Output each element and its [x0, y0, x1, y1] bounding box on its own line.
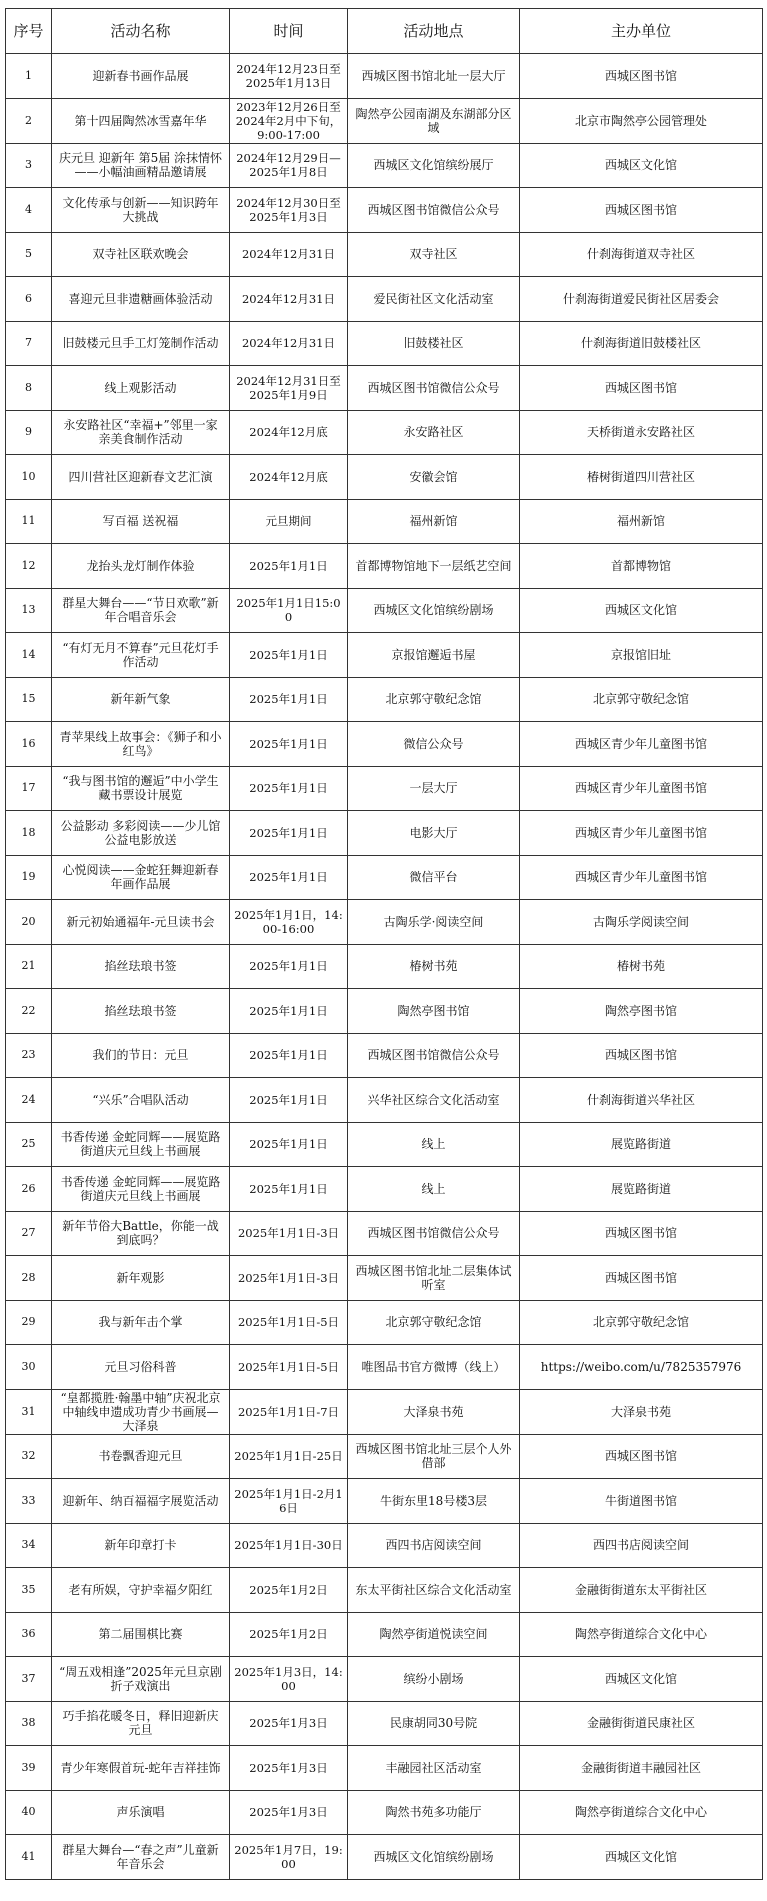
activity-organizer: 展览路街道 — [520, 1167, 763, 1212]
activity-time: 2024年12月底 — [230, 455, 348, 500]
row-number: 9 — [6, 410, 52, 455]
activity-name: 四川营社区迎新春文艺汇演 — [52, 455, 230, 500]
activity-location: 西城区图书馆北址二层集体试听室 — [348, 1256, 520, 1301]
row-number: 33 — [6, 1479, 52, 1524]
table-row — [6, 54, 763, 99]
activity-time: 2025年1月2日 — [230, 1612, 348, 1657]
activity-time: 2025年1月3日，14:00 — [230, 1657, 348, 1702]
activity-name: 新年节俗大Battle，你能一战到底吗？ — [52, 1211, 230, 1256]
activity-time: 2025年1月2日 — [230, 1568, 348, 1613]
activity-time: 2025年1月1日-5日 — [230, 1300, 348, 1345]
activity-organizer: 陶然亭街道综合文化中心 — [520, 1612, 763, 1657]
activity-time: 2024年12月31日 — [230, 277, 348, 322]
activity-name: 声乐演唱 — [52, 1790, 230, 1835]
table-row — [6, 989, 763, 1034]
table-row — [6, 410, 763, 455]
table-row — [6, 1701, 763, 1746]
row-number: 20 — [6, 900, 52, 945]
activity-location: 西城区图书馆微信公众号 — [348, 366, 520, 411]
activity-organizer: 牛街道图书馆 — [520, 1479, 763, 1524]
activity-name: 我与新年击个掌 — [52, 1300, 230, 1345]
row-number: 1 — [6, 54, 52, 99]
row-number: 36 — [6, 1612, 52, 1657]
activity-time: 2025年1月1日-30日 — [230, 1523, 348, 1568]
row-number: 18 — [6, 811, 52, 856]
activity-time: 2025年1月1日 — [230, 944, 348, 989]
activity-time: 2025年1月1日 — [230, 633, 348, 678]
activity-location: 一层大厅 — [348, 766, 520, 811]
activity-time: 2025年1月1日 — [230, 811, 348, 856]
table-row — [6, 232, 763, 277]
activity-organizer: 展览路街道 — [520, 1122, 763, 1167]
header-location: 活动地点 — [348, 9, 520, 54]
activity-name: 写百福 送祝福 — [52, 499, 230, 544]
row-number: 15 — [6, 677, 52, 722]
activity-location: 民康胡同30号院 — [348, 1701, 520, 1746]
activity-name: 青苹果线上故事会：《狮子和小红鸟》 — [52, 722, 230, 767]
row-number: 4 — [6, 188, 52, 233]
activity-name: 我们的节日：元旦 — [52, 1033, 230, 1078]
activity-organizer: 什刹海街道双寺社区 — [520, 232, 763, 277]
activity-name: 群星大舞台——“节日欢歌”新年合唱音乐会 — [52, 588, 230, 633]
row-number: 3 — [6, 143, 52, 188]
row-number: 29 — [6, 1300, 52, 1345]
activity-location: 缤纷小剧场 — [348, 1657, 520, 1702]
activity-time: 2024年12月31日至2025年1月9日 — [230, 366, 348, 411]
table-row — [6, 633, 763, 678]
activity-name: 公益影动 多彩阅读——少儿馆公益电影放送 — [52, 811, 230, 856]
table-row — [6, 277, 763, 322]
activity-organizer: 什刹海街道旧鼓楼社区 — [520, 321, 763, 366]
header-organizer: 主办单位 — [520, 9, 763, 54]
activity-name: 线上观影活动 — [52, 366, 230, 411]
table-row — [6, 677, 763, 722]
activity-time: 2025年1月1日 — [230, 722, 348, 767]
table-row — [6, 811, 763, 856]
row-number: 8 — [6, 366, 52, 411]
activity-location: 大泽泉书苑 — [348, 1389, 520, 1434]
activity-organizer: 西城区青少年儿童图书馆 — [520, 855, 763, 900]
activity-name: 元旦习俗科普 — [52, 1345, 230, 1390]
activity-name: 庆元旦 迎新年 第5届 涂抹情怀——小幅油画精品邀请展 — [52, 143, 230, 188]
activity-organizer: 金融街街道丰融园社区 — [520, 1746, 763, 1791]
activity-name: 双寺社区联欢晚会 — [52, 232, 230, 277]
table-body — [6, 54, 763, 1880]
table-row — [6, 722, 763, 767]
activity-time: 2025年1月1日-2月16日 — [230, 1479, 348, 1524]
table-row — [6, 98, 763, 143]
activity-organizer: 首都博物馆 — [520, 544, 763, 589]
activity-name: 迎新年、纳百福福字展览活动 — [52, 1479, 230, 1524]
table-row — [6, 544, 763, 589]
row-number: 7 — [6, 321, 52, 366]
activity-organizer: 北京郭守敬纪念馆 — [520, 1300, 763, 1345]
activity-organizer: 西城区图书馆 — [520, 366, 763, 411]
activity-time: 2025年1月1日-25日 — [230, 1434, 348, 1479]
activity-organizer: 北京郭守敬纪念馆 — [520, 677, 763, 722]
activity-organizer: 西城区图书馆 — [520, 54, 763, 99]
activity-location: 陶然亭街道悦读空间 — [348, 1612, 520, 1657]
row-number: 6 — [6, 277, 52, 322]
activity-time: 2025年1月3日 — [230, 1746, 348, 1791]
activity-name: “有灯无月不算春”元旦花灯手作活动 — [52, 633, 230, 678]
activity-location: 陶然亭图书馆 — [348, 989, 520, 1034]
activity-location: 京报馆邂逅书屋 — [348, 633, 520, 678]
activity-time: 2025年1月1日15:00 — [230, 588, 348, 633]
header-activity-name: 活动名称 — [52, 9, 230, 54]
row-number: 14 — [6, 633, 52, 678]
activity-name: 第十四届陶然冰雪嘉年华 — [52, 98, 230, 143]
activity-location: 双寺社区 — [348, 232, 520, 277]
activity-name: 书香传递 金蛇同辉——展览路街道庆元旦线上书画展 — [52, 1167, 230, 1212]
activity-organizer: 大泽泉书苑 — [520, 1389, 763, 1434]
row-number: 27 — [6, 1211, 52, 1256]
activity-name: 旧鼓楼元旦手工灯笼制作活动 — [52, 321, 230, 366]
activity-organizer: 西城区文化馆 — [520, 143, 763, 188]
table-row — [6, 321, 763, 366]
activity-time: 2025年1月1日-7日 — [230, 1389, 348, 1434]
activity-location: 西城区图书馆微信公众号 — [348, 1033, 520, 1078]
table-row — [6, 1256, 763, 1301]
activity-time: 元旦期间 — [230, 499, 348, 544]
activity-time: 2025年1月1日-5日 — [230, 1345, 348, 1390]
activity-time: 2025年1月1日 — [230, 677, 348, 722]
activity-location: 牛街东里18号楼3层 — [348, 1479, 520, 1524]
row-number: 35 — [6, 1568, 52, 1613]
row-number: 41 — [6, 1835, 52, 1880]
activity-organizer: 西城区文化馆 — [520, 1657, 763, 1702]
activity-name: 青少年寒假首玩-蛇年吉祥挂饰 — [52, 1746, 230, 1791]
table-row — [6, 855, 763, 900]
row-number: 12 — [6, 544, 52, 589]
activity-organizer: 陶然亭街道综合文化中心 — [520, 1790, 763, 1835]
activity-location: 西城区文化馆缤纷剧场 — [348, 1835, 520, 1880]
activity-organizer: 西四书店阅读空间 — [520, 1523, 763, 1568]
activity-organizer: 陶然亭图书馆 — [520, 989, 763, 1034]
activity-organizer: 西城区图书馆 — [520, 1211, 763, 1256]
activity-organizer: 西城区青少年儿童图书馆 — [520, 811, 763, 856]
activity-organizer: 金融街街道东太平街社区 — [520, 1568, 763, 1613]
activity-location: 微信公众号 — [348, 722, 520, 767]
table-row — [6, 1434, 763, 1479]
activity-location: 西四书店阅读空间 — [348, 1523, 520, 1568]
header-no: 序号 — [6, 9, 52, 54]
activity-organizer: 西城区文化馆 — [520, 588, 763, 633]
activity-time: 2025年1月1日-3日 — [230, 1211, 348, 1256]
activity-time: 2025年1月1日 — [230, 1033, 348, 1078]
activity-location: 微信平台 — [348, 855, 520, 900]
row-number: 38 — [6, 1701, 52, 1746]
row-number: 19 — [6, 855, 52, 900]
row-number: 40 — [6, 1790, 52, 1835]
activity-location: 陶然亭公园南湖及东湖部分区域 — [348, 98, 520, 143]
activity-organizer: 天桥街道永安路社区 — [520, 410, 763, 455]
activity-location: 椿树书苑 — [348, 944, 520, 989]
table-row — [6, 588, 763, 633]
row-number: 2 — [6, 98, 52, 143]
activity-name: 新年新气象 — [52, 677, 230, 722]
activity-name: 文化传承与创新——知识跨年大挑战 — [52, 188, 230, 233]
activity-location: 西城区文化馆缤纷剧场 — [348, 588, 520, 633]
table-row — [6, 944, 763, 989]
row-number: 11 — [6, 499, 52, 544]
activity-name: “我与图书馆的邂逅”中小学生藏书票设计展览 — [52, 766, 230, 811]
activity-time: 2025年1月3日 — [230, 1790, 348, 1835]
activity-location: 旧鼓楼社区 — [348, 321, 520, 366]
row-number: 24 — [6, 1078, 52, 1123]
activity-name: 书卷飘香迎元旦 — [52, 1434, 230, 1479]
row-number: 34 — [6, 1523, 52, 1568]
activity-location: 福州新馆 — [348, 499, 520, 544]
row-number: 23 — [6, 1033, 52, 1078]
header-row — [6, 9, 763, 54]
table-row — [6, 1389, 763, 1434]
activity-location: 西城区图书馆北址三层个人外借部 — [348, 1434, 520, 1479]
row-number: 26 — [6, 1167, 52, 1212]
table-row — [6, 1122, 763, 1167]
activity-name: 老有所娱，守护幸福夕阳红 — [52, 1568, 230, 1613]
activity-location: 陶然书苑多功能厅 — [348, 1790, 520, 1835]
activity-organizer: 椿树街道四川营社区 — [520, 455, 763, 500]
activity-time: 2025年1月7日，19:00 — [230, 1835, 348, 1880]
activity-location: 首都博物馆地下一层纸艺空间 — [348, 544, 520, 589]
table-row — [6, 1790, 763, 1835]
activity-name: 巧手掐花暖冬日，释旧迎新庆元旦 — [52, 1701, 230, 1746]
activity-location: 爱民街社区文化活动室 — [348, 277, 520, 322]
activity-time: 2024年12月29日—2025年1月8日 — [230, 143, 348, 188]
activity-time: 2024年12月31日 — [230, 321, 348, 366]
row-number: 31 — [6, 1389, 52, 1434]
activity-time: 2025年1月1日 — [230, 989, 348, 1034]
row-number: 28 — [6, 1256, 52, 1301]
table-row — [6, 455, 763, 500]
activity-organizer: 西城区文化馆 — [520, 1835, 763, 1880]
table-row — [6, 1523, 763, 1568]
activity-name: 新年观影 — [52, 1256, 230, 1301]
table-row — [6, 499, 763, 544]
row-number: 39 — [6, 1746, 52, 1791]
activity-location: 电影大厅 — [348, 811, 520, 856]
activity-name: 龙抬头龙灯制作体验 — [52, 544, 230, 589]
activity-organizer: 西城区青少年儿童图书馆 — [520, 766, 763, 811]
activity-name: 永安路社区“幸福+”邻里一家亲美食制作活动 — [52, 410, 230, 455]
table-row — [6, 1078, 763, 1123]
row-number: 30 — [6, 1345, 52, 1390]
activity-name: 新年印章打卡 — [52, 1523, 230, 1568]
activity-time: 2025年1月1日-3日 — [230, 1256, 348, 1301]
activity-name: 书香传递 金蛇同辉——展览路街道庆元旦线上书画展 — [52, 1122, 230, 1167]
activity-organizer: 金融街街道民康社区 — [520, 1701, 763, 1746]
activity-time: 2025年1月3日 — [230, 1701, 348, 1746]
activity-time: 2024年12月底 — [230, 410, 348, 455]
table-row — [6, 1211, 763, 1256]
activity-location: 丰融园社区活动室 — [348, 1746, 520, 1791]
activity-time: 2024年12月30日至2025年1月3日 — [230, 188, 348, 233]
activity-location: 永安路社区 — [348, 410, 520, 455]
table-row — [6, 900, 763, 945]
activity-time: 2025年1月1日 — [230, 544, 348, 589]
activity-organizer: https://weibo.com/u/7825357976 — [520, 1345, 763, 1390]
table-row — [6, 366, 763, 411]
activity-name: “周五戏相逢”2025年元旦京剧折子戏演出 — [52, 1657, 230, 1702]
activity-organizer: 什刹海街道爱民街社区居委会 — [520, 277, 763, 322]
activity-location: 北京郭守敬纪念馆 — [348, 677, 520, 722]
activity-name: 掐丝珐琅书签 — [52, 989, 230, 1034]
activity-time: 2024年12月23日至2025年1月13日 — [230, 54, 348, 99]
activity-name: 喜迎元旦非遗糖画体验活动 — [52, 277, 230, 322]
activity-organizer: 椿树书苑 — [520, 944, 763, 989]
table-row — [6, 1568, 763, 1613]
activity-time: 2024年12月31日 — [230, 232, 348, 277]
activity-location: 东太平街社区综合文化活动室 — [348, 1568, 520, 1613]
activity-location: 唯图品书官方微博（线上） — [348, 1345, 520, 1390]
activity-organizer: 西城区青少年儿童图书馆 — [520, 722, 763, 767]
activity-organizer: 京报馆旧址 — [520, 633, 763, 678]
table-row — [6, 1479, 763, 1524]
row-number: 32 — [6, 1434, 52, 1479]
activity-time: 2025年1月1日 — [230, 1167, 348, 1212]
activity-name: 第二届围棋比赛 — [52, 1612, 230, 1657]
row-number: 16 — [6, 722, 52, 767]
table-row — [6, 1033, 763, 1078]
activity-organizer: 西城区图书馆 — [520, 1434, 763, 1479]
activity-location: 西城区图书馆微信公众号 — [348, 1211, 520, 1256]
activity-location: 线上 — [348, 1167, 520, 1212]
activity-location: 北京郭守敬纪念馆 — [348, 1300, 520, 1345]
table-row — [6, 188, 763, 233]
activity-time: 2025年1月1日 — [230, 1078, 348, 1123]
row-number: 25 — [6, 1122, 52, 1167]
activity-name: 迎新春书画作品展 — [52, 54, 230, 99]
activity-organizer: 西城区图书馆 — [520, 1256, 763, 1301]
activity-location: 西城区文化馆缤纷展厅 — [348, 143, 520, 188]
activity-organizer: 北京市陶然亭公园管理处 — [520, 98, 763, 143]
row-number: 17 — [6, 766, 52, 811]
table-row — [6, 766, 763, 811]
table-row — [6, 1835, 763, 1880]
activity-organizer: 福州新馆 — [520, 499, 763, 544]
row-number: 22 — [6, 989, 52, 1034]
row-number: 5 — [6, 232, 52, 277]
activity-name: 掐丝珐琅书签 — [52, 944, 230, 989]
header-time: 时间 — [230, 9, 348, 54]
activity-name: “兴乐”合唱队活动 — [52, 1078, 230, 1123]
activity-name: 新元初始通福年-元旦读书会 — [52, 900, 230, 945]
events-table — [5, 8, 763, 1880]
row-number: 13 — [6, 588, 52, 633]
table-row — [6, 1746, 763, 1791]
activity-location: 西城区图书馆微信公众号 — [348, 188, 520, 233]
row-number: 10 — [6, 455, 52, 500]
table-row — [6, 1612, 763, 1657]
table-row — [6, 1300, 763, 1345]
activity-name: 心悦阅读——金蛇狂舞迎新春 年画作品展 — [52, 855, 230, 900]
row-number: 21 — [6, 944, 52, 989]
table-row — [6, 143, 763, 188]
activity-location: 古陶乐学·阅读空间 — [348, 900, 520, 945]
activity-location: 西城区图书馆北址一层大厅 — [348, 54, 520, 99]
activity-time: 2025年1月1日 — [230, 1122, 348, 1167]
activity-time: 2023年12月26日至2024年2月中下旬，9:00-17:00 — [230, 98, 348, 143]
table-row — [6, 1167, 763, 1212]
activity-organizer: 西城区图书馆 — [520, 1033, 763, 1078]
activity-location: 线上 — [348, 1122, 520, 1167]
activity-location: 安徽会馆 — [348, 455, 520, 500]
activity-organizer: 古陶乐学阅读空间 — [520, 900, 763, 945]
activity-time: 2025年1月1日 — [230, 855, 348, 900]
activity-organizer: 西城区图书馆 — [520, 188, 763, 233]
activity-time: 2025年1月1日 — [230, 766, 348, 811]
table-row — [6, 1345, 763, 1390]
row-number: 37 — [6, 1657, 52, 1702]
activity-name: 群星大舞台—“春之声”儿童新年音乐会 — [52, 1835, 230, 1880]
activity-time: 2025年1月1日，14:00-16:00 — [230, 900, 348, 945]
table-row — [6, 1657, 763, 1702]
activity-name: “皇都揽胜·翰墨中轴”庆祝北京中轴线申遗成功青少书画展—大泽泉 — [52, 1389, 230, 1434]
activity-location: 兴华社区综合文化活动室 — [348, 1078, 520, 1123]
activity-organizer: 什刹海街道兴华社区 — [520, 1078, 763, 1123]
